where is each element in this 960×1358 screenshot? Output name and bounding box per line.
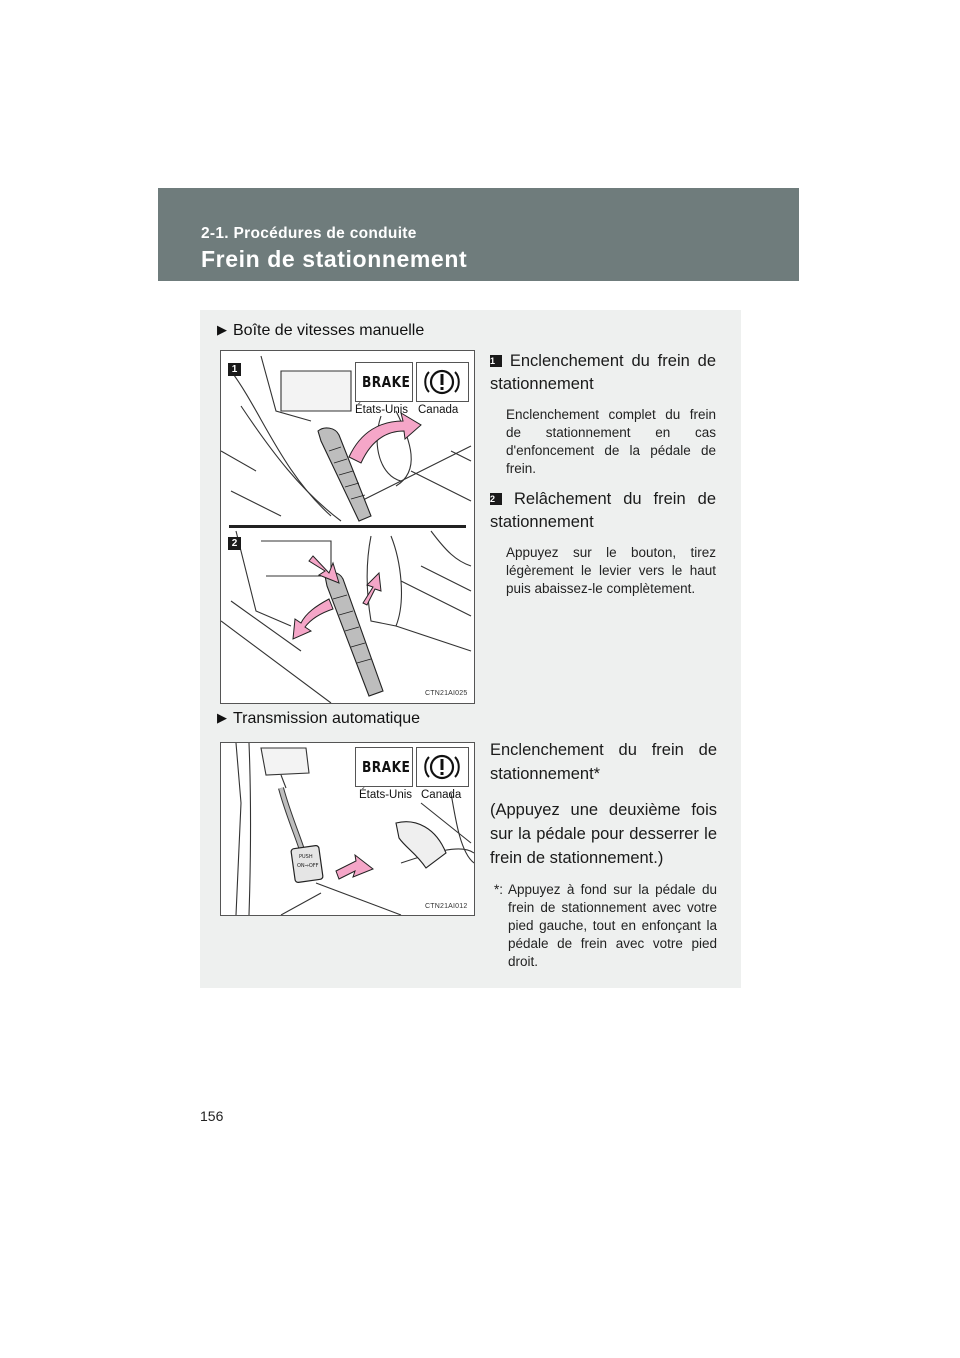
step-number-badge: 1 [490,355,502,367]
automatic-heading-text: Transmission automatique [233,710,421,727]
step-release [490,488,716,598]
figure-badge-1: 1 [228,363,241,376]
footnote [494,881,717,971]
manual-heading-text: Boîte de vitesses manuelle [233,322,425,339]
region-usa-label: États-Unis [359,789,413,801]
brake-label: BRAKE [362,373,411,391]
automatic-brake-illustration [220,742,475,916]
brake-label: BRAKE [362,758,411,776]
brake-warning-icon [422,366,462,398]
pedal-label-onoff: ON⇒OFF [297,863,319,869]
step-title-text: Relâchement du frein de stationnement [490,490,716,531]
figure-code: CTN21AI012 [425,903,468,910]
manual-brake-illustration [220,350,475,704]
step-description: Appuyez sur le bouton, tirez légèrement le levier vers le haut puis abaissez-le complètement. [506,545,716,596]
step-title-text: Enclenchement du frein de stationnement [490,352,716,393]
step-number-badge: 2 [490,493,502,505]
manual-heading [217,322,424,340]
step-description: Enclenchement complet du frein de stationnement en cas d'enfoncement de la pédale de frein. [506,407,716,476]
brake-warning-box [355,747,413,787]
canada-warning-box [416,747,469,787]
brake-warning-icon [422,751,462,783]
region-usa-label: États-Unis [355,404,409,416]
figure-divider [229,525,466,528]
canada-warning-box [416,362,469,402]
automatic-heading [217,710,420,728]
region-canada-label: Canada [418,404,459,416]
footnote-mark: *: [494,882,504,897]
step-title [490,488,716,534]
region-canada-label: Canada [421,789,462,801]
section-label: 2-1. Procédures de conduite [201,225,417,242]
brake-warning-box [355,362,413,402]
figure-badge-2: 2 [228,537,241,550]
automatic-step-note: (Appuyez une deuxième fois sur la pédale pour desserrer le frein de stationnement.) [490,801,717,867]
figure-code: CTN21AI025 [425,690,468,697]
footnote-text: Appuyez à fond sur la pédale du frein de stationnement avec votre pied gauche, tout en enfonçant la pédale de frein avec votre pied droit. [508,882,717,969]
pedal-label-push: PUSH [299,854,313,860]
triangle-bullet-icon: ▶ [217,710,227,725]
step-engage [490,350,716,478]
page-number: 156 [200,1108,224,1124]
chapter-header [158,188,799,281]
page-title: Frein de stationnement [201,246,468,272]
automatic-step-title: Enclenchement du frein de stationnement* [490,741,717,783]
triangle-bullet-icon: ▶ [217,322,227,337]
step-title [490,350,716,396]
content-panel [200,310,741,988]
